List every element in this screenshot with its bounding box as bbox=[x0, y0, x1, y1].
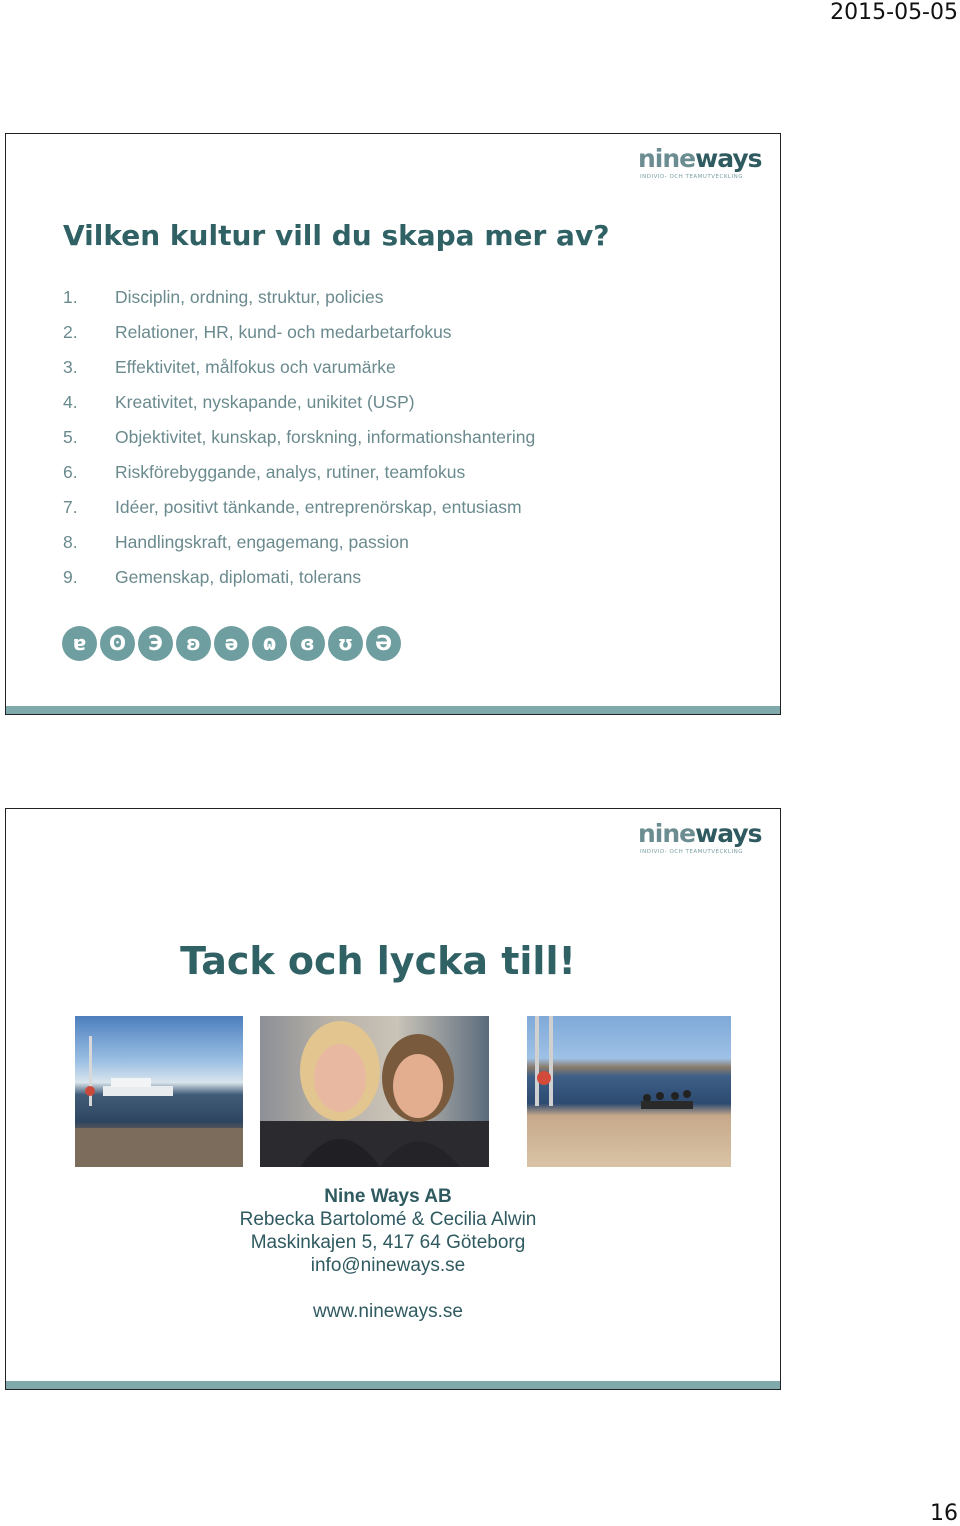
contact-names: Rebecka Bartolomé & Cecilia Alwin bbox=[239, 1209, 537, 1230]
slide-title: Vilken kultur vill du skapa mer av? bbox=[63, 219, 610, 252]
list-number: 5. bbox=[63, 427, 78, 447]
list-text: Disciplin, ordning, struktur, policies bbox=[115, 287, 384, 307]
slide-bottom-bar bbox=[6, 706, 780, 714]
harbor-ferry-photo bbox=[75, 1016, 243, 1167]
list-text: Riskförebyggande, analys, rutiner, teamfokus bbox=[115, 462, 466, 482]
website-link[interactable]: www.nineways.se bbox=[313, 1301, 463, 1322]
list-number: 4. bbox=[63, 392, 78, 412]
list-text: Idéer, positivt tänkande, entreprenörskap, entusiasm bbox=[115, 497, 522, 517]
slide-culture bbox=[5, 133, 781, 715]
type-1-icon: ɐ bbox=[62, 626, 97, 661]
contact-email[interactable]: info@nineways.se bbox=[310, 1255, 466, 1276]
thanks-title: Tack och lycka till! bbox=[180, 939, 576, 983]
contact-address: Maskinkajen 5, 417 64 Göteborg bbox=[250, 1232, 526, 1253]
type-4-icon: ʚ bbox=[176, 626, 211, 661]
quay-illustration bbox=[527, 1016, 731, 1167]
founders-illustration bbox=[260, 1016, 489, 1167]
type-8-icon: ʊ bbox=[328, 626, 363, 661]
list-item bbox=[63, 315, 535, 350]
list-number: 3. bbox=[63, 357, 78, 377]
list-text: Gemenskap, diplomati, tolerans bbox=[115, 567, 362, 587]
logo-tagline: INDIVID- OCH TEAMUTVECKLING bbox=[640, 849, 743, 855]
list-text: Effektivitet, målfokus och varumärke bbox=[115, 357, 396, 377]
type-7-icon: ɞ bbox=[290, 626, 325, 661]
logo-text-ways: ways bbox=[695, 144, 762, 173]
list-item bbox=[63, 350, 535, 385]
list-number: 7. bbox=[63, 497, 78, 517]
list-number: 8. bbox=[63, 532, 78, 552]
nineways-logo bbox=[638, 146, 766, 180]
list-text: Relationer, HR, kund- och medarbetarfokus bbox=[115, 322, 452, 342]
company-name: Nine Ways AB bbox=[324, 1186, 452, 1207]
ferry-illustration bbox=[75, 1016, 243, 1167]
type-2-icon: ʘ bbox=[100, 626, 135, 661]
list-number: 9. bbox=[63, 567, 78, 587]
list-item bbox=[63, 560, 535, 595]
list-item bbox=[63, 455, 535, 490]
logo-text-nine: nine bbox=[638, 819, 696, 848]
slide-thanks bbox=[5, 808, 781, 1390]
list-text: Handlingskraft, engagemang, passion bbox=[115, 532, 409, 552]
list-number: 2. bbox=[63, 322, 78, 342]
list-item bbox=[63, 490, 535, 525]
culture-list bbox=[63, 280, 535, 595]
page-date: 2015-05-05 bbox=[830, 0, 958, 25]
list-text: Kreativitet, nyskapande, unikitet (USP) bbox=[115, 392, 415, 412]
enneagram-symbols bbox=[62, 626, 401, 661]
list-item bbox=[63, 280, 535, 315]
list-item bbox=[63, 385, 535, 420]
type-6-icon: ɷ bbox=[252, 626, 287, 661]
list-number: 1. bbox=[63, 287, 78, 307]
list-text: Objektivitet, kunskap, forskning, informationshantering bbox=[115, 427, 536, 447]
logo-text-nine: nine bbox=[638, 144, 696, 173]
quayside-photo bbox=[527, 1016, 731, 1167]
page-number: 16 bbox=[930, 1501, 958, 1526]
slide-bottom-bar bbox=[6, 1381, 780, 1389]
founders-photo bbox=[260, 1016, 489, 1167]
type-9-icon: Ә bbox=[366, 626, 401, 661]
type-3-icon: Э bbox=[138, 626, 173, 661]
nineways-logo bbox=[638, 821, 766, 855]
type-5-icon: ə bbox=[214, 626, 249, 661]
list-item bbox=[63, 420, 535, 455]
logo-text-ways: ways bbox=[695, 819, 762, 848]
list-number: 6. bbox=[63, 462, 78, 482]
logo-tagline: INDIVID- OCH TEAMUTVECKLING bbox=[640, 174, 743, 180]
contact-block bbox=[6, 1185, 780, 1323]
list-item bbox=[63, 525, 535, 560]
